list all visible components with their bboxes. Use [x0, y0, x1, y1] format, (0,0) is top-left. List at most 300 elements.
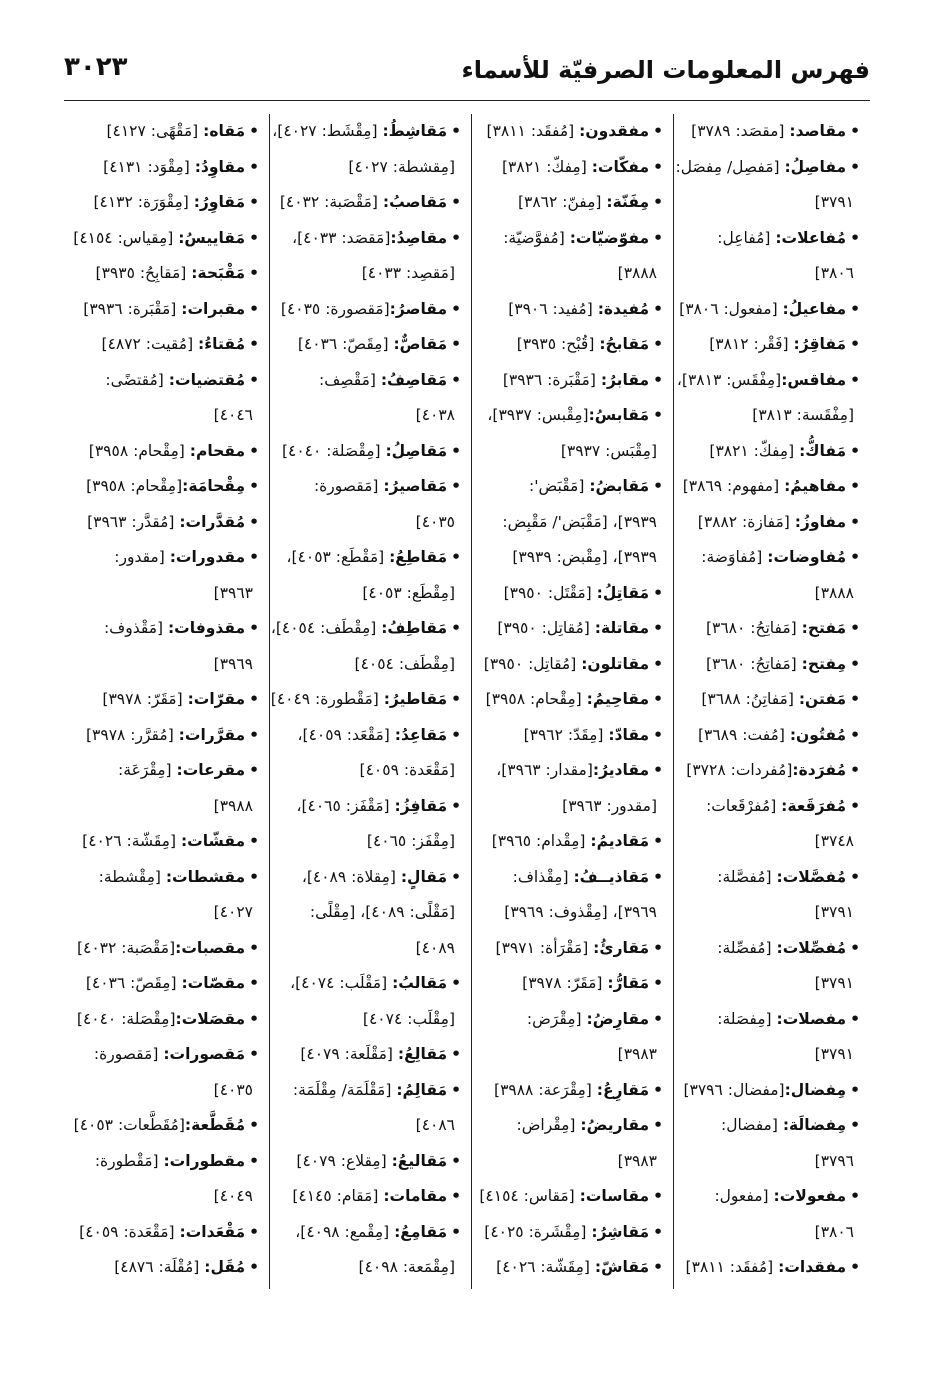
entry-reference: [مِقَصّ: ٤٠٣٦]	[297, 335, 394, 353]
index-entry	[684, 1108, 860, 1144]
index-entry	[482, 1002, 663, 1038]
index-entry	[482, 221, 663, 257]
entry-headword: مفاعيلُ:	[782, 299, 847, 318]
entry-headword: مَقارِعُ:	[596, 1080, 650, 1099]
index-entry	[684, 931, 860, 967]
entry-reference: [مَقصَد: ٤٠٣٣]،	[292, 228, 391, 247]
entry-headword: مَقاطِعُ:	[389, 548, 448, 566]
entry-reference: [مُفصِّلة:	[717, 938, 777, 957]
entry-headword: مقصّات:	[181, 974, 246, 992]
entry-headword: مُفتُون:	[789, 725, 847, 744]
entry-headword: مَقاعِدُ:	[394, 725, 448, 744]
entry-reference: [مِقَشّة: ٤٠٢٦]	[496, 1258, 595, 1276]
index-entry	[280, 292, 461, 328]
index-entry-continuation: [مَقْلًى: ٤٠٨٩]، [مِقْلًى:	[309, 903, 455, 921]
entry-headword: مُقَل:	[204, 1258, 246, 1276]
index-entry-continuation: ٤٠٨٦]	[415, 1116, 455, 1134]
index-entry-continuation: ٣٩٦٩]، [مِقْذوف: ٣٩٦٩]	[504, 903, 657, 921]
index-entry	[78, 1037, 259, 1073]
entry-reference: [مِقْوَرَة: ٤١٣٢]	[93, 193, 194, 211]
entry-headword: مُفاوضات:	[767, 548, 847, 566]
entry-headword: مفقدات:	[778, 1258, 847, 1276]
entry-headword: مَقاصِفُ:	[380, 370, 448, 389]
entry-reference: [فَقْر: ٣٨١٢]	[709, 335, 794, 353]
entry-reference: [مُقرَّر: ٣٩٧٨]	[85, 725, 179, 744]
entry-reference: [مُفيد: ٣٩٠٦]	[508, 299, 598, 318]
entry-reference: [مِقْذاف:	[512, 867, 574, 886]
index-entry	[280, 1073, 461, 1109]
entry-reference: [مَقَرّ: ٣٩٧٨]	[102, 690, 188, 708]
entry-reference: [مَقْرَأة: ٣٩٧١]	[495, 938, 594, 957]
running-title: فهرس المعلومات الصرفيّة للأسماء	[461, 56, 870, 84]
entry-reference: [مَقْصِف:	[319, 370, 381, 389]
index-entry	[272, 114, 461, 150]
index-entry-continuation: ٣٩٦٣]	[213, 583, 253, 602]
index-entry	[684, 682, 860, 718]
index-entry	[482, 860, 663, 896]
entry-reference: [مَقْصَبة: ٤٠٣٢]	[76, 938, 176, 957]
index-entry	[78, 1250, 259, 1286]
index-entry-continuation: [مقدور: ٣٩٦٣]	[562, 796, 657, 815]
index-entry	[280, 185, 461, 221]
entry-reference: [مُفقَد: ٣٨١١]	[685, 1258, 779, 1276]
entry-reference: [مُفاوَضة:	[701, 548, 768, 566]
index-entry	[482, 718, 663, 754]
entry-reference: [مِقْحام: ٣٩٥٨]	[88, 441, 190, 460]
entry-headword: مفعولات:	[773, 1187, 847, 1205]
entry-reference: [مقدور:	[114, 548, 170, 566]
index-entry-continuation: ٤٠٣٥]	[415, 512, 455, 531]
index-entry-continuation: ٣٧٩١]	[814, 1045, 854, 1063]
index-entry	[482, 327, 663, 363]
index-entry	[482, 824, 663, 860]
index-entry	[679, 292, 860, 328]
index-entry-continuation: [مِقْفَز: ٤٠٦٥]	[366, 832, 455, 850]
entry-reference: [مَفاتِحُ: ٣٦٨٠]	[705, 654, 802, 673]
entry-reference: [مُفاعِل:	[717, 228, 776, 247]
index-entry	[684, 434, 860, 470]
index-entry	[482, 931, 663, 967]
entry-reference: [مِفنّ: ٣٨٦٢]	[517, 193, 607, 211]
entry-headword: مَقاليعُ:	[391, 1151, 448, 1170]
entry-headword: مَقامِعُ:	[394, 1222, 448, 1241]
entry-headword: مَقابسُ:	[588, 406, 650, 424]
entry-headword: مفقدون:	[579, 122, 650, 140]
index-entry-continuation: ٣٩٨٣]	[617, 1045, 657, 1063]
index-entry	[280, 1144, 461, 1180]
index-entry	[78, 505, 259, 541]
index-entry	[280, 327, 461, 363]
index-entry-continuation: ٣٩٣٩]، [مَقْبَض'/ مَقْبِض:	[502, 512, 657, 531]
entry-headword: مفاهيمُ:	[784, 477, 847, 495]
index-entry	[684, 221, 860, 257]
entry-reference: [مِفكّ: ٣٨٢١]	[709, 441, 800, 460]
entry-reference: [مقدار: ٣٩٦٣]،	[496, 761, 593, 779]
entry-headword: مقاصد:	[789, 122, 847, 140]
entry-reference: [مُفقَد: ٣٨١١]	[486, 122, 580, 140]
entry-reference: [مَقْبَرة: ٣٩٣٦]	[502, 370, 601, 389]
entry-headword: مَقاشِرُ:	[591, 1222, 650, 1241]
entry-reference: [مِقْشَرة: ٤٠٢٥]	[484, 1222, 592, 1241]
index-entry	[280, 718, 461, 754]
entry-reference: [مَقْهًى: ٤١٢٧]	[106, 122, 204, 140]
entry-headword: مَقْبَحة:	[191, 264, 246, 282]
index-entry	[482, 363, 663, 399]
entry-reference: [مِقْراض:	[516, 1116, 581, 1134]
entry-headword: مقاحِيمُ:	[586, 690, 650, 708]
entry-reference: [مِقْشَط: ٤٠٢٧]،	[272, 122, 383, 140]
entry-reference: [مِقْصَلة: ٤٠٤٠]	[76, 1009, 176, 1028]
entry-headword: مقاصرُ:	[389, 299, 448, 318]
index-entry	[684, 327, 860, 363]
entry-reference: [مَفصِل/ مِفصَل:	[675, 157, 785, 176]
entry-reference: [مَقْطَع: ٤٠٥٣]،	[286, 548, 390, 566]
entry-reference: [مَقْطورة: ٤٠٤٩]	[270, 690, 384, 708]
page-number: ٣٠٢٣	[64, 52, 128, 82]
entry-reference: [مُقْلَة: ٤٨٧٦]	[114, 1258, 205, 1276]
index-entry	[280, 1037, 461, 1073]
entry-headword: مقابرُ:	[600, 370, 650, 389]
entry-reference: [مَقْطورة:	[94, 1151, 164, 1170]
entry-headword: مَقاديمُ:	[590, 832, 650, 850]
entry-reference: [مَقصورة:	[313, 477, 384, 495]
entry-headword: مقشّات:	[180, 832, 246, 850]
entry-headword: مقصبات:	[175, 938, 246, 957]
entry-headword: مِفضال:	[784, 1080, 847, 1099]
entry-reference: [مَقْعَدة: ٤٠٥٩]	[79, 1222, 180, 1241]
entry-headword: مقاتلة:	[594, 619, 650, 637]
index-entry-continuation: [مَقصِد: ٤٠٣٣]	[361, 264, 455, 282]
entry-headword: مَفتن:	[798, 690, 847, 708]
entry-headword: مَقاوِرُ:	[193, 193, 246, 211]
entry-headword: مَقاييسُ:	[178, 228, 246, 247]
index-entry-continuation: ٣٨٨٨]	[814, 583, 854, 602]
entry-reference: [مِقياس: ٤١٥٤]	[73, 228, 179, 247]
entry-reference: [مِقَدّ: ٣٩٦٢]	[523, 725, 609, 744]
entry-headword: مقامات:	[383, 1187, 448, 1205]
entry-reference: [مَقْبَرة: ٣٩٣٦]	[83, 299, 182, 318]
index-entry	[482, 611, 663, 647]
index-entry	[280, 860, 461, 896]
entry-headword: مقصَلات:	[175, 1009, 246, 1028]
index-entry-continuation: ٤٠٤٩]	[213, 1187, 253, 1205]
index-entry	[78, 1215, 259, 1251]
entry-headword: مقرعات:	[176, 761, 246, 779]
entry-reference: [مُقَطَّعات: ٤٠٥٣]	[73, 1116, 185, 1134]
entry-reference: [مَقاس: ٤١٥٤]	[479, 1187, 580, 1205]
entry-headword: مقاصِدُ:	[390, 228, 448, 247]
entry-reference: [مِقْمع: ٤٠٩٨]،	[295, 1222, 395, 1241]
entry-reference: [مِقْرَض:	[526, 1009, 587, 1028]
entry-reference: [مِفْقَس: ٣٨١٣]،	[676, 370, 782, 389]
index-entry	[270, 682, 461, 718]
index-entry	[78, 256, 259, 292]
entry-headword: مقاديرُ:	[592, 761, 650, 779]
entry-reference: [مَقْلَعة: ٤٠٧٩]	[300, 1045, 398, 1063]
index-entry	[78, 540, 259, 576]
entry-headword: مَقاشّ:	[594, 1258, 650, 1276]
index-entry	[78, 753, 259, 789]
entry-headword: مَقاصٌّ:	[393, 335, 448, 353]
entry-reference: [مَقْتَل: ٣٩٥٠]	[503, 583, 597, 602]
index-entry-continuation: ٤٠٣٨]	[415, 406, 455, 424]
index-entry	[78, 931, 259, 967]
entry-headword: مقشطات:	[165, 867, 246, 886]
index-entry	[78, 292, 259, 328]
entry-reference: [مَقصورة:	[93, 1045, 164, 1063]
entry-headword: مَقالٍ:	[400, 867, 448, 886]
entry-reference: [مِقْرَعة: ٣٩٨٨]	[494, 1080, 597, 1099]
index-entry-continuation: [مَقْعَدة: ٤٠٥٩]	[359, 761, 455, 779]
entry-reference: [مَفاتِنُ: ٣٦٨٨]	[701, 690, 799, 708]
entry-headword: مقادّ:	[608, 725, 650, 744]
entry-headword: مَقابضُ:	[589, 477, 650, 495]
entry-headword: مَقارئُ:	[593, 938, 650, 957]
entry-headword: مَقاصيرُ:	[383, 477, 448, 495]
entry-reference: [مِقْحام: ٣٩٥٨]	[86, 477, 183, 495]
index-entry-continuation: ٣٧٤٨]	[814, 832, 854, 850]
entry-headword: مَقصورات:	[163, 1045, 246, 1063]
entry-reference: [مِقْرَعَة:	[118, 761, 177, 779]
index-entry	[482, 150, 663, 186]
entry-headword: مقاسات:	[579, 1187, 650, 1205]
entry-headword: مُقَطَّعة:	[184, 1116, 246, 1134]
index-entry	[73, 1108, 259, 1144]
entry-headword: مقرّات:	[187, 690, 246, 708]
index-entry	[280, 469, 461, 505]
index-entry-continuation: ٣٩٣٩]، [مِقْبض: ٣٩٣٩]	[512, 548, 657, 566]
index-entry-continuation: ٣٧٩٦]	[814, 1151, 854, 1170]
index-entry	[78, 860, 259, 896]
index-entry	[684, 718, 860, 754]
entry-reference: [مِقلاع: ٤٠٧٩]	[296, 1151, 392, 1170]
index-entry	[482, 576, 663, 612]
entry-headword: مَقاصبُ:	[382, 193, 448, 211]
index-entry-continuation: ٤٠٣٥]	[213, 1080, 253, 1099]
index-entry	[479, 1179, 663, 1215]
entry-headword: مَقاه:	[203, 122, 246, 140]
index-entry	[482, 114, 663, 150]
entry-reference: [مُقدَّر: ٣٩٦٣]	[87, 512, 180, 531]
entry-headword: مفاصِلُ:	[784, 157, 847, 176]
entry-headword: مفاقس:	[781, 370, 847, 389]
index-entry	[78, 966, 259, 1002]
index-entry	[684, 860, 860, 896]
index-entry	[684, 469, 860, 505]
entry-reference: [مَقْصَبة: ٤٠٣٢]	[279, 193, 383, 211]
index-entry	[280, 434, 461, 470]
index-entry	[684, 611, 860, 647]
entry-reference: [مفهوم: ٣٨٦٩]	[682, 477, 785, 495]
index-entry-continuation: [مِفْقَسة: ٣٨١٣]	[752, 406, 854, 424]
entry-reference: [مُفوَّضيّة:	[503, 228, 570, 247]
index-entry-continuation: [مِقْلَب: ٤٠٧٤]	[362, 1009, 455, 1028]
index-entry-continuation: ٣٩٨٨]	[213, 796, 253, 815]
index-entry	[78, 150, 259, 186]
index-entry	[482, 647, 663, 683]
entry-headword: مقاوِدُ:	[194, 157, 246, 176]
entry-headword: مَقافِزُ:	[394, 796, 448, 815]
entry-headword: مُقدَّرات:	[179, 512, 246, 531]
index-entry	[78, 1002, 259, 1038]
index-entry-continuation: ٣٧٩١]	[814, 974, 854, 992]
index-entry-continuation: [مِقْطَع: ٤٠٥٣]	[362, 583, 455, 602]
entry-headword: مقحام:	[189, 441, 246, 460]
entry-headword: مقدورات:	[169, 548, 246, 566]
index-entry	[78, 114, 259, 150]
entry-reference: [مُفصَّلة:	[717, 867, 777, 886]
entry-headword: مَقاطِفُ:	[381, 619, 448, 637]
entry-headword: مقاريضُ:	[580, 1116, 650, 1134]
entry-reference: [مَقْعَد: ٤٠٥٩]،	[297, 725, 395, 744]
index-entry	[78, 718, 259, 754]
index-entry	[78, 327, 259, 363]
index-entry	[280, 789, 461, 825]
index-entry	[280, 540, 461, 576]
entry-reference: [مِقْبس: ٣٩٣٧]،	[487, 406, 589, 424]
index-entry-continuation: ٣٨٠٦]	[814, 264, 854, 282]
entry-headword: مَفتح:	[801, 619, 847, 637]
entry-headword: مَفاقِرُ:	[793, 335, 847, 353]
index-entry	[684, 753, 860, 789]
entry-reference: [مَفاتِحُ: ٣٦٨٠]	[705, 619, 802, 637]
entry-reference: [مُقيت: ٤٨٧٢]	[101, 335, 199, 353]
index-entry-continuation: ٣٩٦٩]	[213, 654, 253, 673]
entry-headword: مُفصَّلات:	[776, 867, 847, 886]
entry-reference: [مُفردات: ٣٧٢٨]	[686, 761, 793, 779]
entry-headword: مُقتاءُ:	[198, 335, 246, 353]
entry-headword: مقذوفات:	[167, 619, 246, 637]
index-entry	[684, 789, 860, 825]
index-column-2	[472, 114, 674, 1289]
entry-reference: [مِفصَلة:	[717, 1009, 777, 1028]
entry-reference: [مِقْصَلة: ٤٠٤٠]	[281, 441, 386, 460]
index-columns	[64, 114, 870, 1289]
index-entry	[78, 185, 259, 221]
entry-reference: [مِقَشّة: ٤٠٢٦]	[82, 832, 181, 850]
index-entry	[684, 1250, 860, 1286]
entry-headword: مَقْعَدات:	[179, 1222, 246, 1241]
entry-reference: [مفضال: ٣٧٩٦]	[683, 1080, 785, 1099]
entry-headword: مُفرَقَعة:	[781, 796, 847, 815]
index-entry-continuation: ٣٨٨٨]	[617, 264, 657, 282]
index-entry	[78, 469, 259, 505]
entry-headword: مقاتلون:	[581, 654, 650, 673]
index-entry	[684, 647, 860, 683]
index-entry	[280, 221, 461, 257]
index-entry	[482, 682, 663, 718]
index-entry	[280, 363, 461, 399]
entry-headword: مَقارُّ:	[607, 974, 650, 992]
entry-reference: [مُفت: ٣٦٨٩]	[697, 725, 790, 744]
entry-headword: مَقاذيــفُ:	[573, 867, 650, 886]
entry-headword: مَقاشِطُ:	[382, 122, 448, 140]
entry-reference: [مِقْحام: ٣٩٥٨]	[485, 690, 587, 708]
index-entry	[270, 611, 461, 647]
index-entry	[78, 434, 259, 470]
entry-headword: مقطورات:	[163, 1151, 246, 1170]
index-entry-continuation: ٣٧٩١]	[814, 193, 854, 211]
entry-headword: مُفرَدة:	[792, 761, 847, 779]
entry-reference: [مُقاتِل: ٣٩٥٠]	[483, 654, 582, 673]
entry-reference: [مفعول: ٣٨٠٦]	[679, 299, 783, 318]
entry-headword: مُفصِّلات:	[776, 938, 847, 957]
index-entry	[675, 150, 860, 186]
entry-reference: [مَقْلَمَة/ مِقْلَمَة:	[292, 1080, 397, 1099]
index-entry	[482, 185, 663, 221]
index-entry-continuation: [مِقشطة: ٤٠٢٧]	[348, 157, 455, 176]
entry-headword: مقارِضُ:	[586, 1009, 650, 1028]
entry-reference: [مِقْوَد: ٤١٣١]	[103, 157, 195, 176]
index-entry	[78, 824, 259, 860]
entry-reference: [مُقاتِل: ٣٩٥٠]	[497, 619, 595, 637]
index-entry	[78, 363, 259, 399]
entry-headword: مَقابحُ:	[599, 335, 650, 353]
index-entry	[482, 1250, 663, 1286]
entry-headword: مَقاصِلُ:	[385, 441, 448, 460]
entry-headword: مفصلات:	[776, 1009, 847, 1028]
index-entry	[684, 505, 860, 541]
index-entry	[684, 540, 860, 576]
entry-reference: [مَقْذوف:	[103, 619, 168, 637]
entry-reference: [مِقَصّ: ٤٠٣٦]	[85, 974, 182, 992]
index-entry	[676, 363, 860, 399]
index-entry	[482, 1108, 663, 1144]
entry-headword: مِقْحامَة:	[182, 477, 246, 495]
index-entry-continuation: ٤٠٤٦]	[213, 406, 253, 424]
index-entry	[684, 1002, 860, 1038]
index-entry	[482, 292, 663, 328]
index-entry	[280, 966, 461, 1002]
index-entry	[482, 398, 663, 434]
index-entry	[280, 1215, 461, 1251]
entry-headword: مَقاطيرُ:	[383, 690, 448, 708]
index-entry	[482, 1215, 663, 1251]
entry-reference: [مَقصورة: ٤٠٣٥]	[280, 299, 390, 318]
entry-headword: مَقالِمُ:	[396, 1080, 448, 1099]
index-entry-continuation: ٤٠٨٩]	[415, 938, 455, 957]
entry-headword: مقرَّرات:	[178, 725, 246, 744]
entry-reference: [مفعول:	[714, 1187, 774, 1205]
entry-reference: [مَقام: ٤١٤٥]	[292, 1187, 384, 1205]
index-entry	[482, 966, 663, 1002]
entry-reference: [مَقْبَض':	[529, 477, 590, 495]
entry-headword: مفكّات:	[591, 157, 650, 176]
entry-reference: [مَقْفَز: ٤٠٦٥]،	[296, 796, 395, 815]
index-entry-continuation: [مِقْمَعة: ٤٠٩٨]	[358, 1258, 455, 1276]
index-entry	[482, 1073, 663, 1109]
entry-reference: [مِفكّ: ٣٨٢١]	[501, 157, 592, 176]
entry-headword: مُفاعلات:	[775, 228, 847, 247]
entry-headword: مفاوزُ:	[794, 512, 847, 531]
index-entry	[684, 1179, 860, 1215]
index-entry-continuation: ٣٨٠٦]	[814, 1222, 854, 1241]
entry-headword: مَفاكُّ:	[799, 441, 847, 460]
entry-reference: [مُقتضًى:	[105, 370, 169, 389]
header-rule	[64, 100, 870, 101]
index-entry	[684, 1073, 860, 1109]
index-entry	[482, 753, 663, 789]
index-entry	[78, 682, 259, 718]
index-entry-continuation: ٣٩٨٣]	[617, 1151, 657, 1170]
index-column-1	[674, 114, 870, 1289]
entry-headword: مفوّضيّات:	[569, 228, 650, 247]
entry-reference: [مقصَد: ٣٧٨٩]	[691, 122, 790, 140]
entry-headword: مقبرات:	[181, 299, 246, 318]
index-entry	[280, 1179, 461, 1215]
entry-reference: [مَفازة: ٣٨٨٢]	[697, 512, 795, 531]
index-column-3	[270, 114, 472, 1289]
